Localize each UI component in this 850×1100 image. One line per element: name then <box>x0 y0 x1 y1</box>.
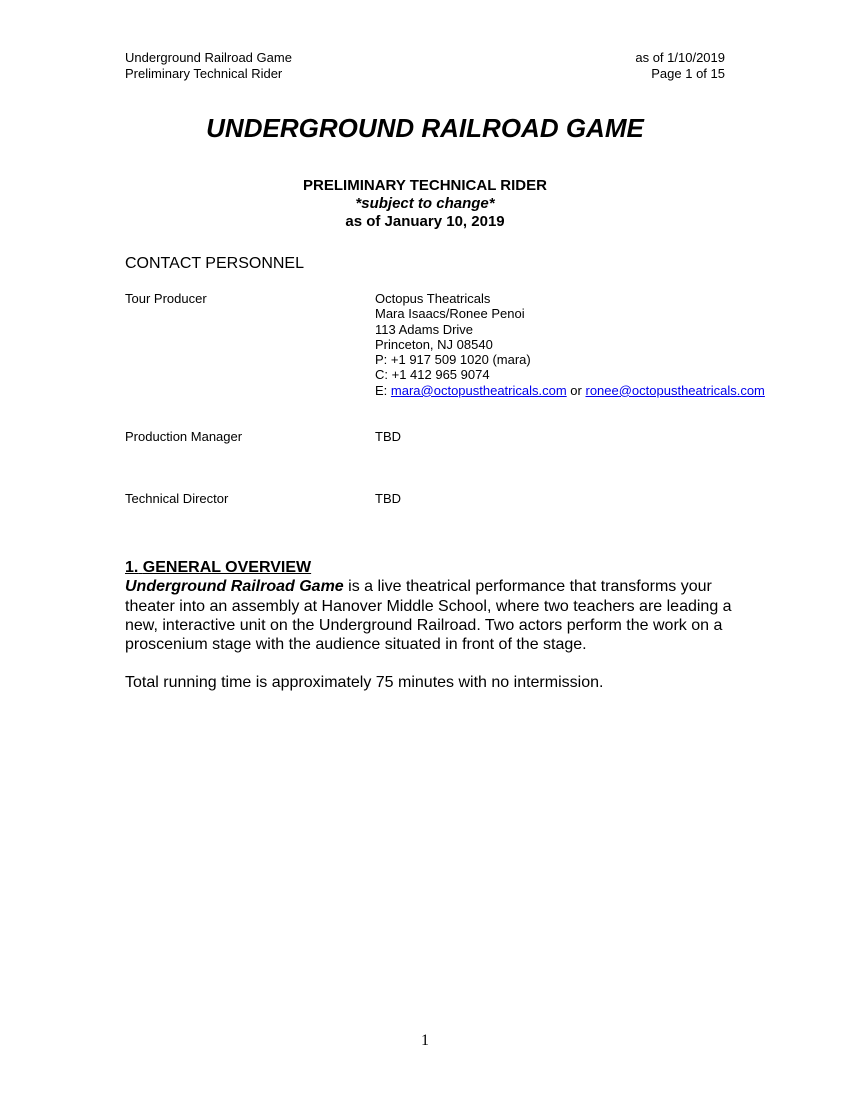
page-number: 1 <box>421 1032 429 1049</box>
header-page-count: Page 1 of 15 <box>651 66 725 81</box>
header-show-name: Underground Railroad Game <box>125 50 292 65</box>
contact-street: 113 Adams Drive <box>375 321 474 337</box>
email-link-mara[interactable]: mara@octopustheatricals.com <box>390 382 567 398</box>
overview-paragraph-text: is a live theatrical performance that transforms your theater into an assembly at Hanover Middle School, where two teachers are leading a new, interactive unit on the Underground Railroad. Two actors perform the work on a proscenium stage with the audience situated in front of the stage. <box>125 578 732 654</box>
contact-value: TBD <box>375 491 401 506</box>
email-link-ronee[interactable]: ronee@octopustheatricals.com <box>585 382 765 398</box>
running-header-right <box>635 50 725 82</box>
contact-details <box>375 291 765 398</box>
header-doc-name: Preliminary Technical Rider <box>125 66 283 81</box>
running-header-left <box>125 50 292 82</box>
contact-label: Production Manager <box>125 429 243 444</box>
section-number: 1. <box>125 559 139 576</box>
contact-phone: P: +1 917 509 1020 (mara) <box>375 352 531 368</box>
contact-label: Tour Producer <box>125 291 207 306</box>
header-date: as of 1/10/2019 <box>635 50 725 65</box>
email-separator: or <box>566 382 586 398</box>
running-time-paragraph: Total running time is approximately 75 minutes with no intermission. <box>125 674 604 692</box>
general-overview-section <box>125 558 735 693</box>
subtitle-line-rider: PRELIMINARY TECHNICAL RIDER <box>303 177 547 194</box>
contact-names: Mara Isaacs/Ronee Penoi <box>375 306 525 322</box>
contact-personnel-heading: CONTACT PERSONNEL <box>125 255 304 272</box>
contact-email-line <box>375 383 765 398</box>
contact-label: Technical Director <box>125 491 229 506</box>
contact-cell: C: +1 412 965 9074 <box>375 367 490 383</box>
contact-value: TBD <box>375 429 401 444</box>
section-heading <box>125 558 735 577</box>
email-prefix: E: <box>375 382 391 398</box>
overview-paragraph <box>125 577 735 654</box>
contact-city: Princeton, NJ 08540 <box>375 336 493 352</box>
section-title: GENERAL OVERVIEW <box>142 559 312 576</box>
subtitle-line-date: as of January 10, 2019 <box>345 213 505 230</box>
document-subtitle <box>0 177 850 231</box>
document-title: UNDERGROUND RAILROAD GAME <box>206 113 644 143</box>
show-title-emphasis: Underground Railroad Game <box>125 578 344 596</box>
contact-company: Octopus Theatricals <box>375 291 491 306</box>
subtitle-line-subject-to-change: *subject to change* <box>355 195 495 212</box>
